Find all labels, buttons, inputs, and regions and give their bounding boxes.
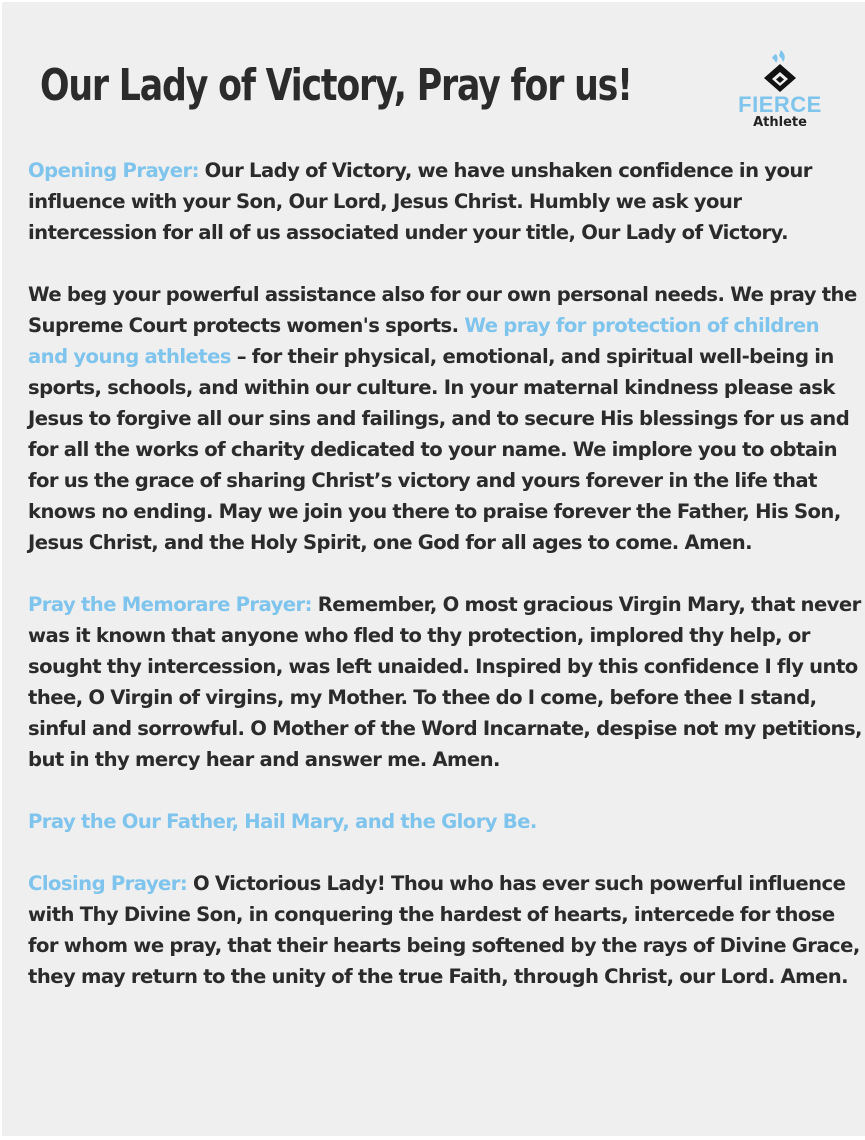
logo-wordmark: FIERCE <box>738 92 822 117</box>
petition-paragraph <box>28 279 864 558</box>
fierce-athlete-logo <box>730 48 830 140</box>
memorare-prayer <box>28 589 864 775</box>
prayer-body <box>28 155 864 1023</box>
logo-subtitle: Athlete <box>753 115 807 130</box>
memorare-text: Remember, O most gracious Virgin Mary, that never was it known that anyone who fled to thy protection, implored thy help, or sought thy intercession, was left unaided. Inspired by this confidence I fly unto thee, O Virgin of virgins, my Mother. To thee do I come, before thee I stand, sinful and sorrowful. O Mother of the Word Incarnate, despise not my petitions, but in thy mercy hear and answer me. Amen. <box>28 593 862 771</box>
opening-prayer-label: Opening Prayer: <box>28 159 199 182</box>
closing-prayer <box>28 868 864 992</box>
petition-text-after: – for their physical, emotional, and spiritual well-being in sports, schools, and within our culture. In your maternal kindness please ask Jesus to forgive all our sins and failings, and to secure His blessings for us and for all the works of charity dedicated to your name. We implore you to obtain for us the grace of sharing Christ’s victory and yours forever in the life that knows no ending. May we join you there to praise forever the Father, His Son, Jesus Christ, and the Holy Spirit, one God for all ages to come. Amen. <box>28 345 850 554</box>
petition-text-before: We beg your powerful assistance also for our own personal needs. We pray the Supreme Court protects women's sports. <box>28 283 857 337</box>
prayer-card <box>2 2 865 1136</box>
our-father-instruction: Pray the Our Father, Hail Mary, and the Glory Be. <box>28 810 537 833</box>
petition-highlight: We pray for protection of children and young athletes <box>28 314 820 368</box>
memorare-label: Pray the Memorare Prayer: <box>28 593 312 616</box>
opening-prayer <box>28 155 864 248</box>
page-title: Our Lady of Victory, Pray for us! <box>40 60 632 111</box>
shield-flame-icon <box>758 48 802 94</box>
closing-prayer-label: Closing Prayer: <box>28 872 188 895</box>
opening-prayer-text: Our Lady of Victory, we have unshaken confidence in your influence with your Son, Our Lord, Jesus Christ. Humbly we ask your intercession for all of us associated under your title, Our Lady of Victory. <box>28 159 812 244</box>
closing-prayer-text: O Victorious Lady! Thou who has ever such powerful influence with Thy Divine Son, in conquering the hardest of hearts, intercede for those for whom we pray, that their hearts being softened by the rays of Divine Grace, they may return to the unity of the true Faith, through Christ, our Lord. Amen. <box>28 872 860 988</box>
